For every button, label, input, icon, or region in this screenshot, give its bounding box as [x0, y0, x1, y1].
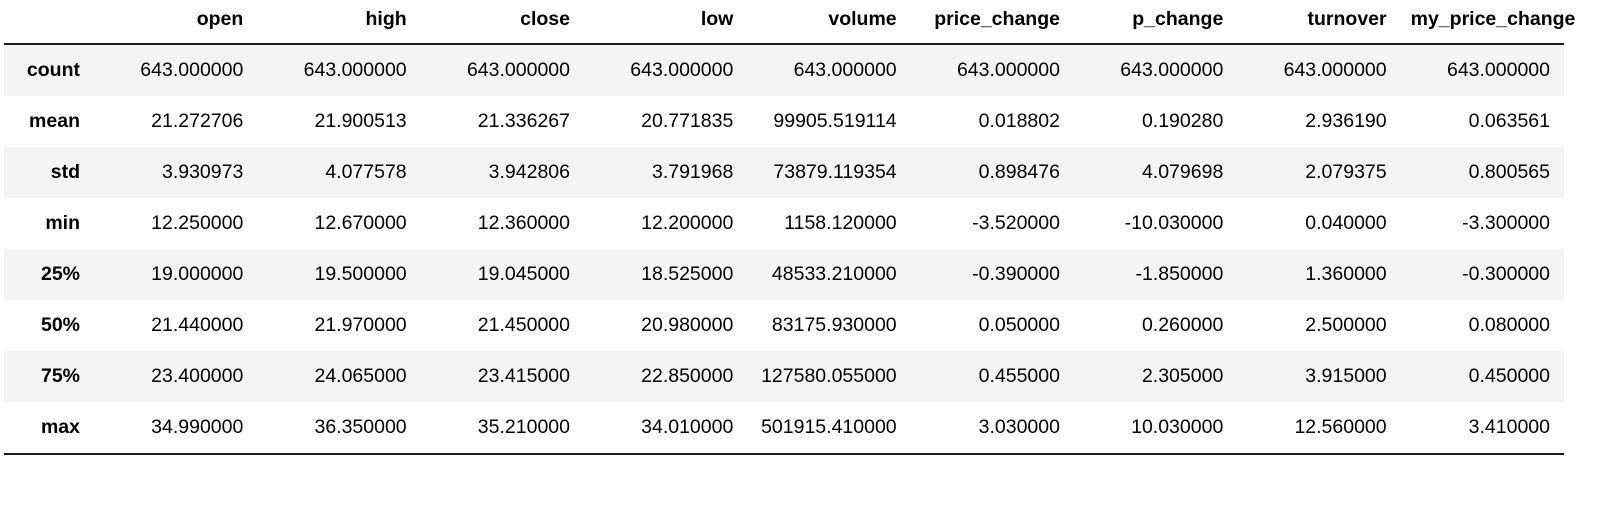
cell: 21.900513	[257, 96, 420, 147]
cell: 643.000000	[1401, 44, 1564, 96]
cell: 2.305000	[1074, 351, 1237, 402]
cell: -3.520000	[911, 198, 1074, 249]
cell: 19.000000	[94, 249, 257, 300]
cell: -1.850000	[1074, 249, 1237, 300]
cell: 12.250000	[94, 198, 257, 249]
table-header	[4, 0, 1576, 44]
cell: 2.500000	[1237, 300, 1400, 351]
cell: 22.850000	[584, 351, 747, 402]
cell: 0.455000	[911, 351, 1074, 402]
column-header-p-change: p_change	[1074, 0, 1237, 44]
row-label: 25%	[4, 249, 94, 300]
column-header-my-price-change: my_price_change	[1401, 0, 1564, 44]
column-header-open: open	[94, 0, 257, 44]
row-label: 75%	[4, 351, 94, 402]
cell: 643.000000	[421, 44, 584, 96]
table-row	[4, 351, 1564, 402]
cell: 0.063561	[1401, 96, 1564, 147]
index-header	[4, 0, 94, 44]
row-label: 50%	[4, 300, 94, 351]
cell: -0.390000	[911, 249, 1074, 300]
cell: 83175.930000	[747, 300, 910, 351]
cell: 643.000000	[1074, 44, 1237, 96]
table-row	[4, 147, 1564, 198]
cell: 12.200000	[584, 198, 747, 249]
table-row	[4, 96, 1564, 147]
cell: 21.272706	[94, 96, 257, 147]
cell: 2.936190	[1237, 96, 1400, 147]
cell: 0.040000	[1237, 198, 1400, 249]
cell: 0.018802	[911, 96, 1074, 147]
cell: 24.065000	[257, 351, 420, 402]
cell: 4.077578	[257, 147, 420, 198]
cell: 36.350000	[257, 402, 420, 454]
table-row	[4, 44, 1564, 96]
cell: 12.360000	[421, 198, 584, 249]
table-row	[4, 300, 1564, 351]
cell: 12.670000	[257, 198, 420, 249]
header-row	[4, 0, 1564, 44]
cell: 501915.410000	[747, 402, 910, 454]
cell: 0.080000	[1401, 300, 1564, 351]
cell: 643.000000	[94, 44, 257, 96]
cell: 0.450000	[1401, 351, 1564, 402]
describe-table	[4, 0, 1576, 455]
cell: 23.400000	[94, 351, 257, 402]
cell: 0.190280	[1074, 96, 1237, 147]
cell: 3.942806	[421, 147, 584, 198]
table-body	[4, 44, 1564, 454]
cell: -10.030000	[1074, 198, 1237, 249]
cell: 18.525000	[584, 249, 747, 300]
cell: 127580.055000	[747, 351, 910, 402]
table-row	[4, 249, 1564, 300]
table-row	[4, 198, 1564, 249]
row-label: count	[4, 44, 94, 96]
cell: 0.800565	[1401, 147, 1564, 198]
cell: 643.000000	[257, 44, 420, 96]
column-header-turnover: turnover	[1237, 0, 1400, 44]
cell: 21.336267	[421, 96, 584, 147]
cell: 20.771835	[584, 96, 747, 147]
cell: 643.000000	[584, 44, 747, 96]
cell: 643.000000	[1237, 44, 1400, 96]
cell: 4.079698	[1074, 147, 1237, 198]
cell: 21.970000	[257, 300, 420, 351]
cell: 20.980000	[584, 300, 747, 351]
column-header-close: close	[421, 0, 584, 44]
cell: -0.300000	[1401, 249, 1564, 300]
row-label: min	[4, 198, 94, 249]
cell: 12.560000	[1237, 402, 1400, 454]
cell: -3.300000	[1401, 198, 1564, 249]
cell: 48533.210000	[747, 249, 910, 300]
cell: 3.791968	[584, 147, 747, 198]
column-header-high: high	[257, 0, 420, 44]
cell: 3.930973	[94, 147, 257, 198]
cell: 19.045000	[421, 249, 584, 300]
cell: 99905.519114	[747, 96, 910, 147]
column-header-price-change: price_change	[911, 0, 1074, 44]
column-header-low: low	[584, 0, 747, 44]
cell: 73879.119354	[747, 147, 910, 198]
cell: 2.079375	[1237, 147, 1400, 198]
cell: 3.410000	[1401, 402, 1564, 454]
table-row	[4, 402, 1564, 454]
cell: 34.010000	[584, 402, 747, 454]
cell: 643.000000	[911, 44, 1074, 96]
cell: 19.500000	[257, 249, 420, 300]
cell: 3.030000	[911, 402, 1074, 454]
cell: 0.898476	[911, 147, 1074, 198]
column-header-volume: volume	[747, 0, 910, 44]
cell: 21.440000	[94, 300, 257, 351]
cell: 1.360000	[1237, 249, 1400, 300]
cell: 643.000000	[747, 44, 910, 96]
cell: 35.210000	[421, 402, 584, 454]
cell: 0.260000	[1074, 300, 1237, 351]
row-label: max	[4, 402, 94, 454]
cell: 34.990000	[94, 402, 257, 454]
row-label: mean	[4, 96, 94, 147]
cell: 3.915000	[1237, 351, 1400, 402]
cell: 0.050000	[911, 300, 1074, 351]
cell: 23.415000	[421, 351, 584, 402]
cell: 10.030000	[1074, 402, 1237, 454]
row-label: std	[4, 147, 94, 198]
cell: 1158.120000	[747, 198, 910, 249]
cell: 21.450000	[421, 300, 584, 351]
